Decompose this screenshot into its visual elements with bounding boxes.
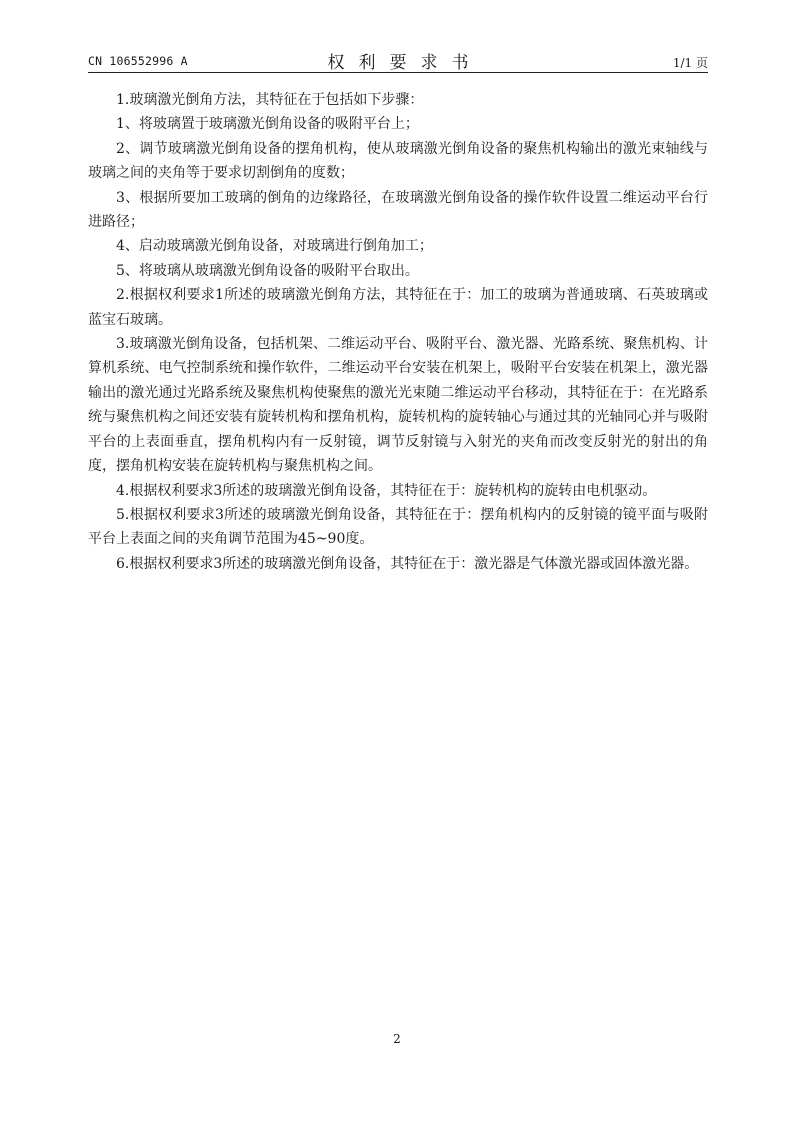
claim-1-step-4: 4、启动玻璃激光倒角设备，对玻璃进行倒角加工；: [116, 238, 433, 255]
header-rule: [88, 72, 708, 73]
claim-1-step-1: 1、将玻璃置于玻璃激光倒角设备的吸附平台上；: [116, 116, 419, 133]
claim-1-step-3: 3、根据所要加工玻璃的倒角的边缘路径，在玻璃激光倒角设备的操作软件设置二维运动平台行进路径；: [88, 189, 708, 231]
claim-1-step-5: 5、将玻璃从玻璃激光倒角设备的吸附平台取出。: [116, 262, 419, 279]
claims-body: [88, 88, 708, 576]
claim-2: 2.根据权利要求1所述的玻璃激光倒角方法，其特征在于：加工的玻璃为普通玻璃、石英玻璃或蓝宝石玻璃。: [88, 287, 708, 328]
publication-number: CN 106552996 A: [88, 54, 188, 68]
claim-6: 6.根据权利要求3所述的玻璃激光倒角设备，其特征在于：激光器是气体激光器或固体激光器。: [116, 555, 699, 572]
page-number: 2: [393, 1032, 401, 1046]
document-title: 权利要求书: [327, 53, 483, 73]
claim-1-step-2: 2、调节玻璃激光倒角设备的摆角机构，使从玻璃激光倒角设备的聚焦机构输出的激光束轴线与玻璃之间的夹角等于要求切割倒角的度数；: [88, 140, 708, 182]
claim-4: 4.根据权利要求3所述的玻璃激光倒角设备，其特征在于：旋转机构的旋转由电机驱动。: [116, 482, 657, 499]
claim-1-intro: 1.玻璃激光倒角方法，其特征在于包括如下步骤：: [116, 92, 424, 108]
claim-3: 3.玻璃激光倒角设备，包括机架、二维运动平台、吸附平台、激光器、光路系统、聚焦机构、计算机系统、电气控制系统和操作软件，二维运动平台安装在机架上，吸附平台安装在机架上，激光器输出的激光通过光路系统及聚焦机构使聚焦的激光光束随二维运动平台移动，其特征在于：在光路系统与聚焦机构之间还安装有旋转机构和摆角机构，旋转机构的旋转轴心与通过其的光轴同心并与吸附平台的上表面垂直，摆角机构内有一反射镜，调节反射镜与入射光的夹角而改变反射光的射出的角度，摆角机构安装在旋转机构与聚焦机构之间。: [88, 336, 708, 475]
claim-5: 5.根据权利要求3所述的玻璃激光倒角设备，其特征在于：摆角机构内的反射镜的镜平面与吸附平台上表面之间的夹角调节范围为45~90度。: [88, 506, 708, 548]
page-count: 1/1 页: [672, 56, 708, 70]
page-header: [88, 48, 708, 73]
